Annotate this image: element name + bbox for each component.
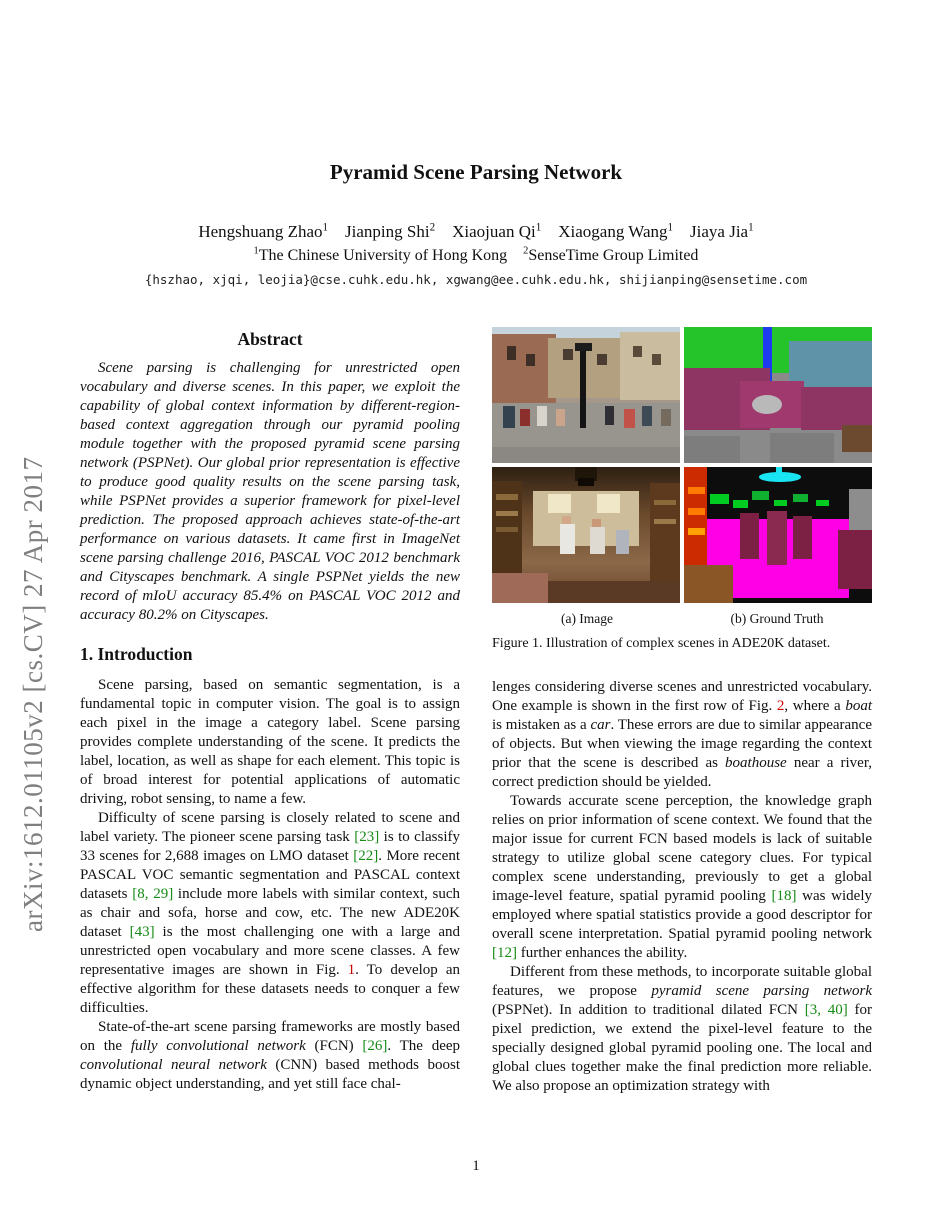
image-region	[842, 425, 872, 452]
text-segment: Scene parsing is challenging for unrestricted open vocabulary and diverse scenes. In this paper, we exploit the capability of global context information by different-region-based context aggregation through our pyramid pooling module together with the proposed pyramid scene parsing network (PSPNet). Our global prior representation is effective to produce good quality results on the scene parsing task, while PSPNet provides a superior framework for pixel-level prediction. The proposed approach achieves state-of-the-art performance on various datasets. It came first in ImageNet scene parsing challenge 2016, PASCAL VOC 2012 benchmark and Cityscapes benchmark. A single PSPNet yields the new record of mIoU accuracy 85.4% on PASCAL VOC 2012 and accuracy 80.2% on Cityscapes.	[80, 360, 460, 623]
text-segment: is to classify 33 scenes for 2,688 images on LMO dataset	[80, 829, 460, 864]
text-segment: The Chinese University of Hong Kong	[258, 247, 508, 264]
citation-link[interactable]: [22]	[353, 848, 379, 864]
image-region	[652, 354, 661, 365]
image-region	[684, 436, 740, 463]
citation-link[interactable]: [23]	[354, 829, 380, 845]
image-region	[654, 519, 677, 524]
text-segment: Difficulty of scene parsing is closely related to scene and label variety. The pioneer scene parsing task	[80, 810, 460, 845]
text-segment: Towards accurate scene perception, the knowledge graph relies on prior information of scene context. We found that the major issue for current FCN based models is lack of suitable strategy to utilize global scene category clues. For typical complex scene understanding, previously to get a global image-level feature, spatial pyramid pooling	[492, 793, 872, 904]
author-line	[0, 222, 952, 242]
image-region	[597, 354, 606, 365]
citation-link[interactable]: [26]	[362, 1038, 388, 1054]
text-segment: is mistaken as a	[492, 717, 591, 733]
figure1-image-shop-ground-truth	[684, 467, 872, 603]
image-region	[616, 530, 629, 554]
text-segment: convolutional neural network	[80, 1057, 267, 1073]
text-segment: 1	[535, 221, 542, 234]
image-region	[590, 527, 605, 554]
text-segment	[435, 222, 452, 241]
text-segment: Different from these methods, to incorporate suitable global features, we propose	[492, 964, 872, 999]
intro-paragraph-2	[80, 809, 460, 1018]
image-region	[688, 487, 705, 494]
image-region	[537, 406, 546, 426]
figure1-image-street-ground-truth	[684, 327, 872, 463]
text-segment	[328, 222, 345, 241]
image-region	[526, 354, 535, 366]
image-region	[580, 349, 586, 428]
image-region	[642, 406, 651, 426]
image-region	[560, 524, 575, 554]
image-region	[684, 565, 733, 603]
image-region	[710, 494, 729, 504]
text-segment: was widely employed where spatial statistics provide a good descriptor for overall scene interpretation. Spatial pyramid pooling network	[492, 888, 873, 942]
image-region	[496, 527, 519, 532]
text-segment: boat	[845, 698, 872, 714]
image-region	[520, 409, 529, 427]
figure1-subcaption-b: (b) Ground Truth	[730, 611, 824, 626]
text-segment: boathouse	[725, 755, 787, 771]
image-region	[740, 513, 759, 559]
body-paragraph-right-2	[492, 792, 872, 963]
text-segment: include more labels with similar context, such as chair and sofa, horse and cow, etc. The new ADE20K dataset	[80, 886, 461, 940]
figure1-caption	[492, 635, 872, 652]
citation-link[interactable]: [3, 40]	[804, 1002, 848, 1018]
text-segment: State-of-the-art scene parsing frameworks are mostly based on the	[80, 1019, 460, 1054]
figure1-image-grid	[492, 327, 872, 603]
text-segment: 1	[253, 245, 259, 257]
citation-link[interactable]: [43]	[129, 924, 155, 940]
body-paragraph-right-1	[492, 678, 872, 792]
image-region	[624, 409, 635, 428]
text-segment: (PSPNet). In addition to traditional dilated FCN	[492, 1002, 805, 1018]
image-region	[492, 573, 548, 603]
image-region	[597, 494, 620, 513]
image-region	[770, 433, 834, 463]
figure-ref-link[interactable]: 1	[347, 962, 356, 978]
text-segment: near a river, correct prediction should be yielded.	[492, 755, 872, 790]
text-segment: . More recent PASCAL VOC semantic segmentation and PASCAL context datasets	[80, 848, 460, 902]
figure1-image-street-photo	[492, 327, 680, 463]
image-region	[733, 500, 748, 508]
image-region	[752, 491, 769, 499]
abstract-text	[80, 359, 460, 625]
figure-1	[492, 327, 872, 652]
text-segment: Xiaojuan Qi	[452, 222, 536, 241]
image-region	[776, 467, 782, 475]
image-region	[661, 409, 670, 427]
intro-paragraph-3	[80, 1018, 460, 1094]
affiliation-line	[0, 247, 952, 265]
left-column	[80, 330, 460, 1094]
image-region	[684, 327, 793, 373]
text-segment: . The deep	[387, 1038, 461, 1054]
figure-ref-link[interactable]: 2	[776, 698, 785, 714]
text-segment: Figure 1. Illustration of complex scenes in ADE20K dataset.	[492, 636, 831, 651]
text-segment: 2	[523, 245, 529, 257]
image-region	[503, 406, 514, 428]
image-region	[605, 406, 614, 425]
page-number: 1	[472, 1158, 480, 1174]
text-segment: further enhances the ability.	[517, 945, 688, 961]
image-region	[654, 500, 677, 505]
abstract-heading: Abstract	[237, 329, 303, 349]
image-region	[620, 332, 680, 400]
image-region	[556, 409, 565, 427]
image-region	[575, 343, 592, 351]
image-region	[548, 581, 680, 603]
image-region	[548, 494, 571, 513]
citation-link[interactable]: [8, 29]	[132, 886, 174, 902]
image-region	[492, 334, 556, 405]
image-region	[774, 500, 787, 507]
text-segment: 1	[322, 221, 329, 234]
image-region	[793, 516, 812, 560]
figure1-subcaption-a: (a) Image	[560, 611, 614, 626]
text-segment: is the most challenging one with a large and unrestricted open vocabulary and more scene classes. A few representative images are shown in Fig.	[80, 924, 460, 978]
text-segment: Jiaya Jia	[690, 222, 749, 241]
text-segment: Jianping Shi	[345, 222, 430, 241]
image-region	[752, 395, 782, 414]
image-region	[496, 494, 519, 499]
figure1-subcaptions	[492, 609, 872, 628]
text-segment: (FCN)	[305, 1038, 363, 1054]
image-region	[578, 478, 593, 486]
text-segment: Scene parsing, based on semantic segmentation, is a fundamental topic in computer vision. The goal is to assign each pixel in the image a category label. Scene parsing provides complete understanding of the scene. It predicts the label, location, as well as shape for each element. This topic is of broad interest for potential applications of automatic driving, robot sensing, to name a few.	[80, 677, 460, 807]
image-region	[496, 511, 519, 516]
text-segment: Xiaogang Wang	[558, 222, 668, 241]
text-segment: 2	[429, 221, 436, 234]
image-region	[562, 516, 571, 524]
text-segment: 1	[748, 221, 754, 234]
image-region	[563, 349, 572, 360]
text-segment: 1	[667, 221, 674, 234]
figure1-image-shop-photo	[492, 467, 680, 603]
image-region	[793, 494, 808, 502]
image-region	[838, 530, 872, 590]
image-region	[688, 528, 705, 535]
text-segment: pyramid scene parsing network	[651, 983, 872, 999]
paper-title: Pyramid Scene Parsing Network	[329, 160, 623, 184]
image-region	[507, 346, 516, 360]
citation-link[interactable]: [12]	[492, 945, 517, 961]
image-region	[492, 447, 680, 463]
text-segment: Hengshuang Zhao	[198, 222, 323, 241]
email-line: {hszhao, xjqi, leojia}@cse.cuhk.edu.hk, xgwang@ee.cuhk.edu.hk, shijianping@sensetime.com	[144, 272, 808, 287]
text-segment: lenges considering diverse scenes and unrestricted vocabulary. One example is shown in the first row of Fig.	[492, 679, 872, 714]
text-segment	[541, 222, 558, 241]
citation-link[interactable]: [18]	[771, 888, 797, 904]
text-segment: . To develop an effective algorithm for these datasets needs to conquer a few difficulties.	[80, 962, 460, 1016]
arxiv-watermark: arXiv:1612.01105v2 [cs.CV] 27 Apr 2017	[18, 456, 48, 932]
text-segment	[673, 222, 690, 241]
text-segment: , where a	[784, 698, 846, 714]
section-heading-introduction: 1. Introduction	[80, 644, 193, 664]
text-segment: fully convolutional network	[130, 1038, 306, 1054]
text-segment: SenseTime Group Limited	[528, 247, 699, 264]
image-region	[816, 500, 829, 507]
text-segment: for pixel prediction, we extend the pixel-level feature to the specially designed global pyramid pooling one. The local and global clues together make the final prediction more reliable. We also propose an optimization strategy with	[492, 1002, 872, 1094]
intro-paragraph-1	[80, 676, 460, 809]
image-region	[633, 346, 642, 357]
image-region	[801, 387, 872, 431]
text-segment: . These errors are due to similar appearance of objects. But when viewing the image regarding the context prior that the scene is described as	[492, 717, 872, 771]
image-region	[688, 508, 705, 515]
image-region	[592, 519, 601, 527]
text-segment: car	[590, 717, 611, 733]
text-segment: (CNN) based methods boost dynamic object understanding, and yet still face chal-	[80, 1057, 460, 1092]
body-paragraph-right-3	[492, 963, 872, 1096]
right-column	[492, 327, 872, 1096]
text-segment	[507, 247, 523, 264]
image-region	[767, 511, 788, 565]
